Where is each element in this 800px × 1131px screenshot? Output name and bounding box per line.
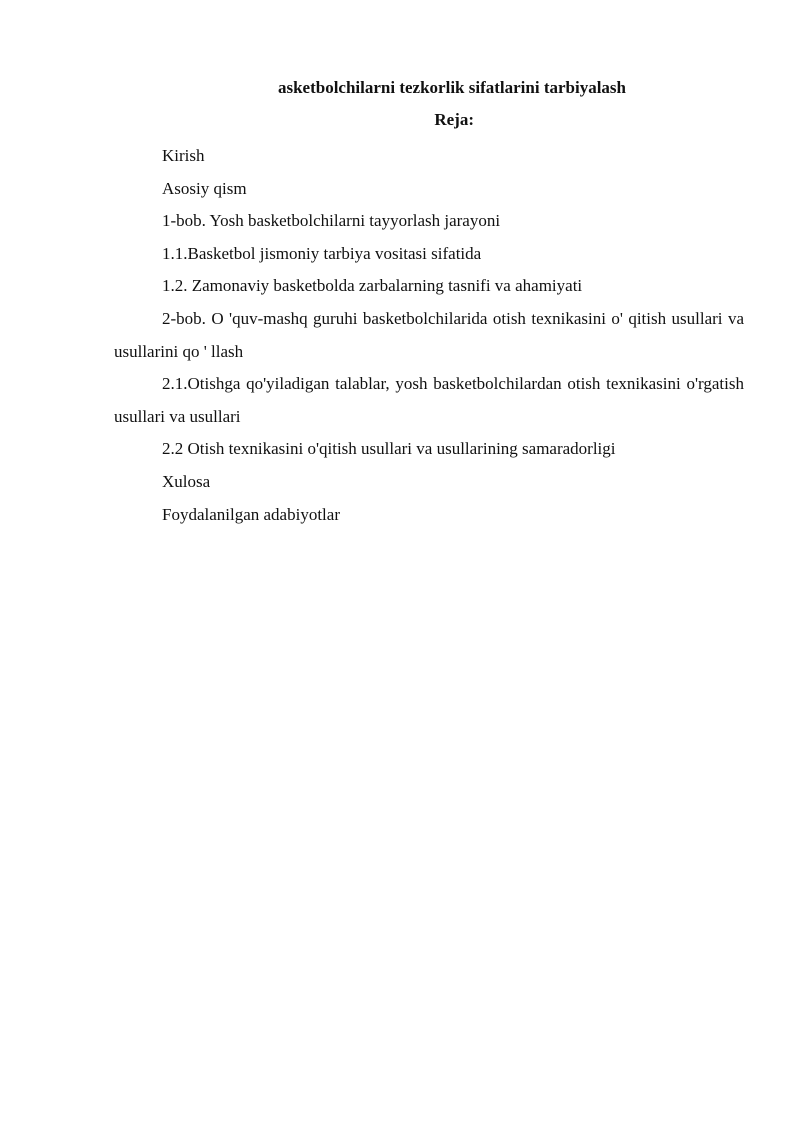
toc-item-main-part: Asosiy qism <box>162 178 247 198</box>
toc-item-section-2-1: 2.1.Otishga qo'yiladigan talablar, yosh basketbolchilardan otish texnikasini o'rgatish usullari va usullari <box>114 374 744 426</box>
table-of-contents <box>114 140 744 531</box>
toc-item-chapter-1: 1-bob. Yosh basketbolchilarni tayyorlash jarayoni <box>162 211 501 231</box>
plan-heading: Reja: <box>434 110 474 129</box>
toc-item-section-1-2: 1.2. Zamonaviy basketbolda zarbalarning tasnifi va ahamiyati <box>162 276 583 296</box>
toc-item-conclusion: Xulosa <box>162 471 211 491</box>
document-title: asketbolchilarni tezkorlik sifatlarini tarbiyalash <box>277 78 627 97</box>
toc-item-introduction: Kirish <box>162 146 205 165</box>
toc-item-references: Foydalanilgan adabiyotlar <box>162 504 340 524</box>
document-content <box>114 74 744 531</box>
toc-item-section-2-2: 2.2 Otish texnikasini o'qitish usullari va usullarining samaradorligi <box>162 439 616 459</box>
toc-item-chapter-2: 2-bob. O 'quv-mashq guruhi basketbolchilarida otish texnikasini o' qitish usullari va usullarini qo ' llash <box>114 308 744 361</box>
toc-item-section-1-1: 1.1.Basketbol jismoniy tarbiya vositasi sifatida <box>162 243 482 263</box>
